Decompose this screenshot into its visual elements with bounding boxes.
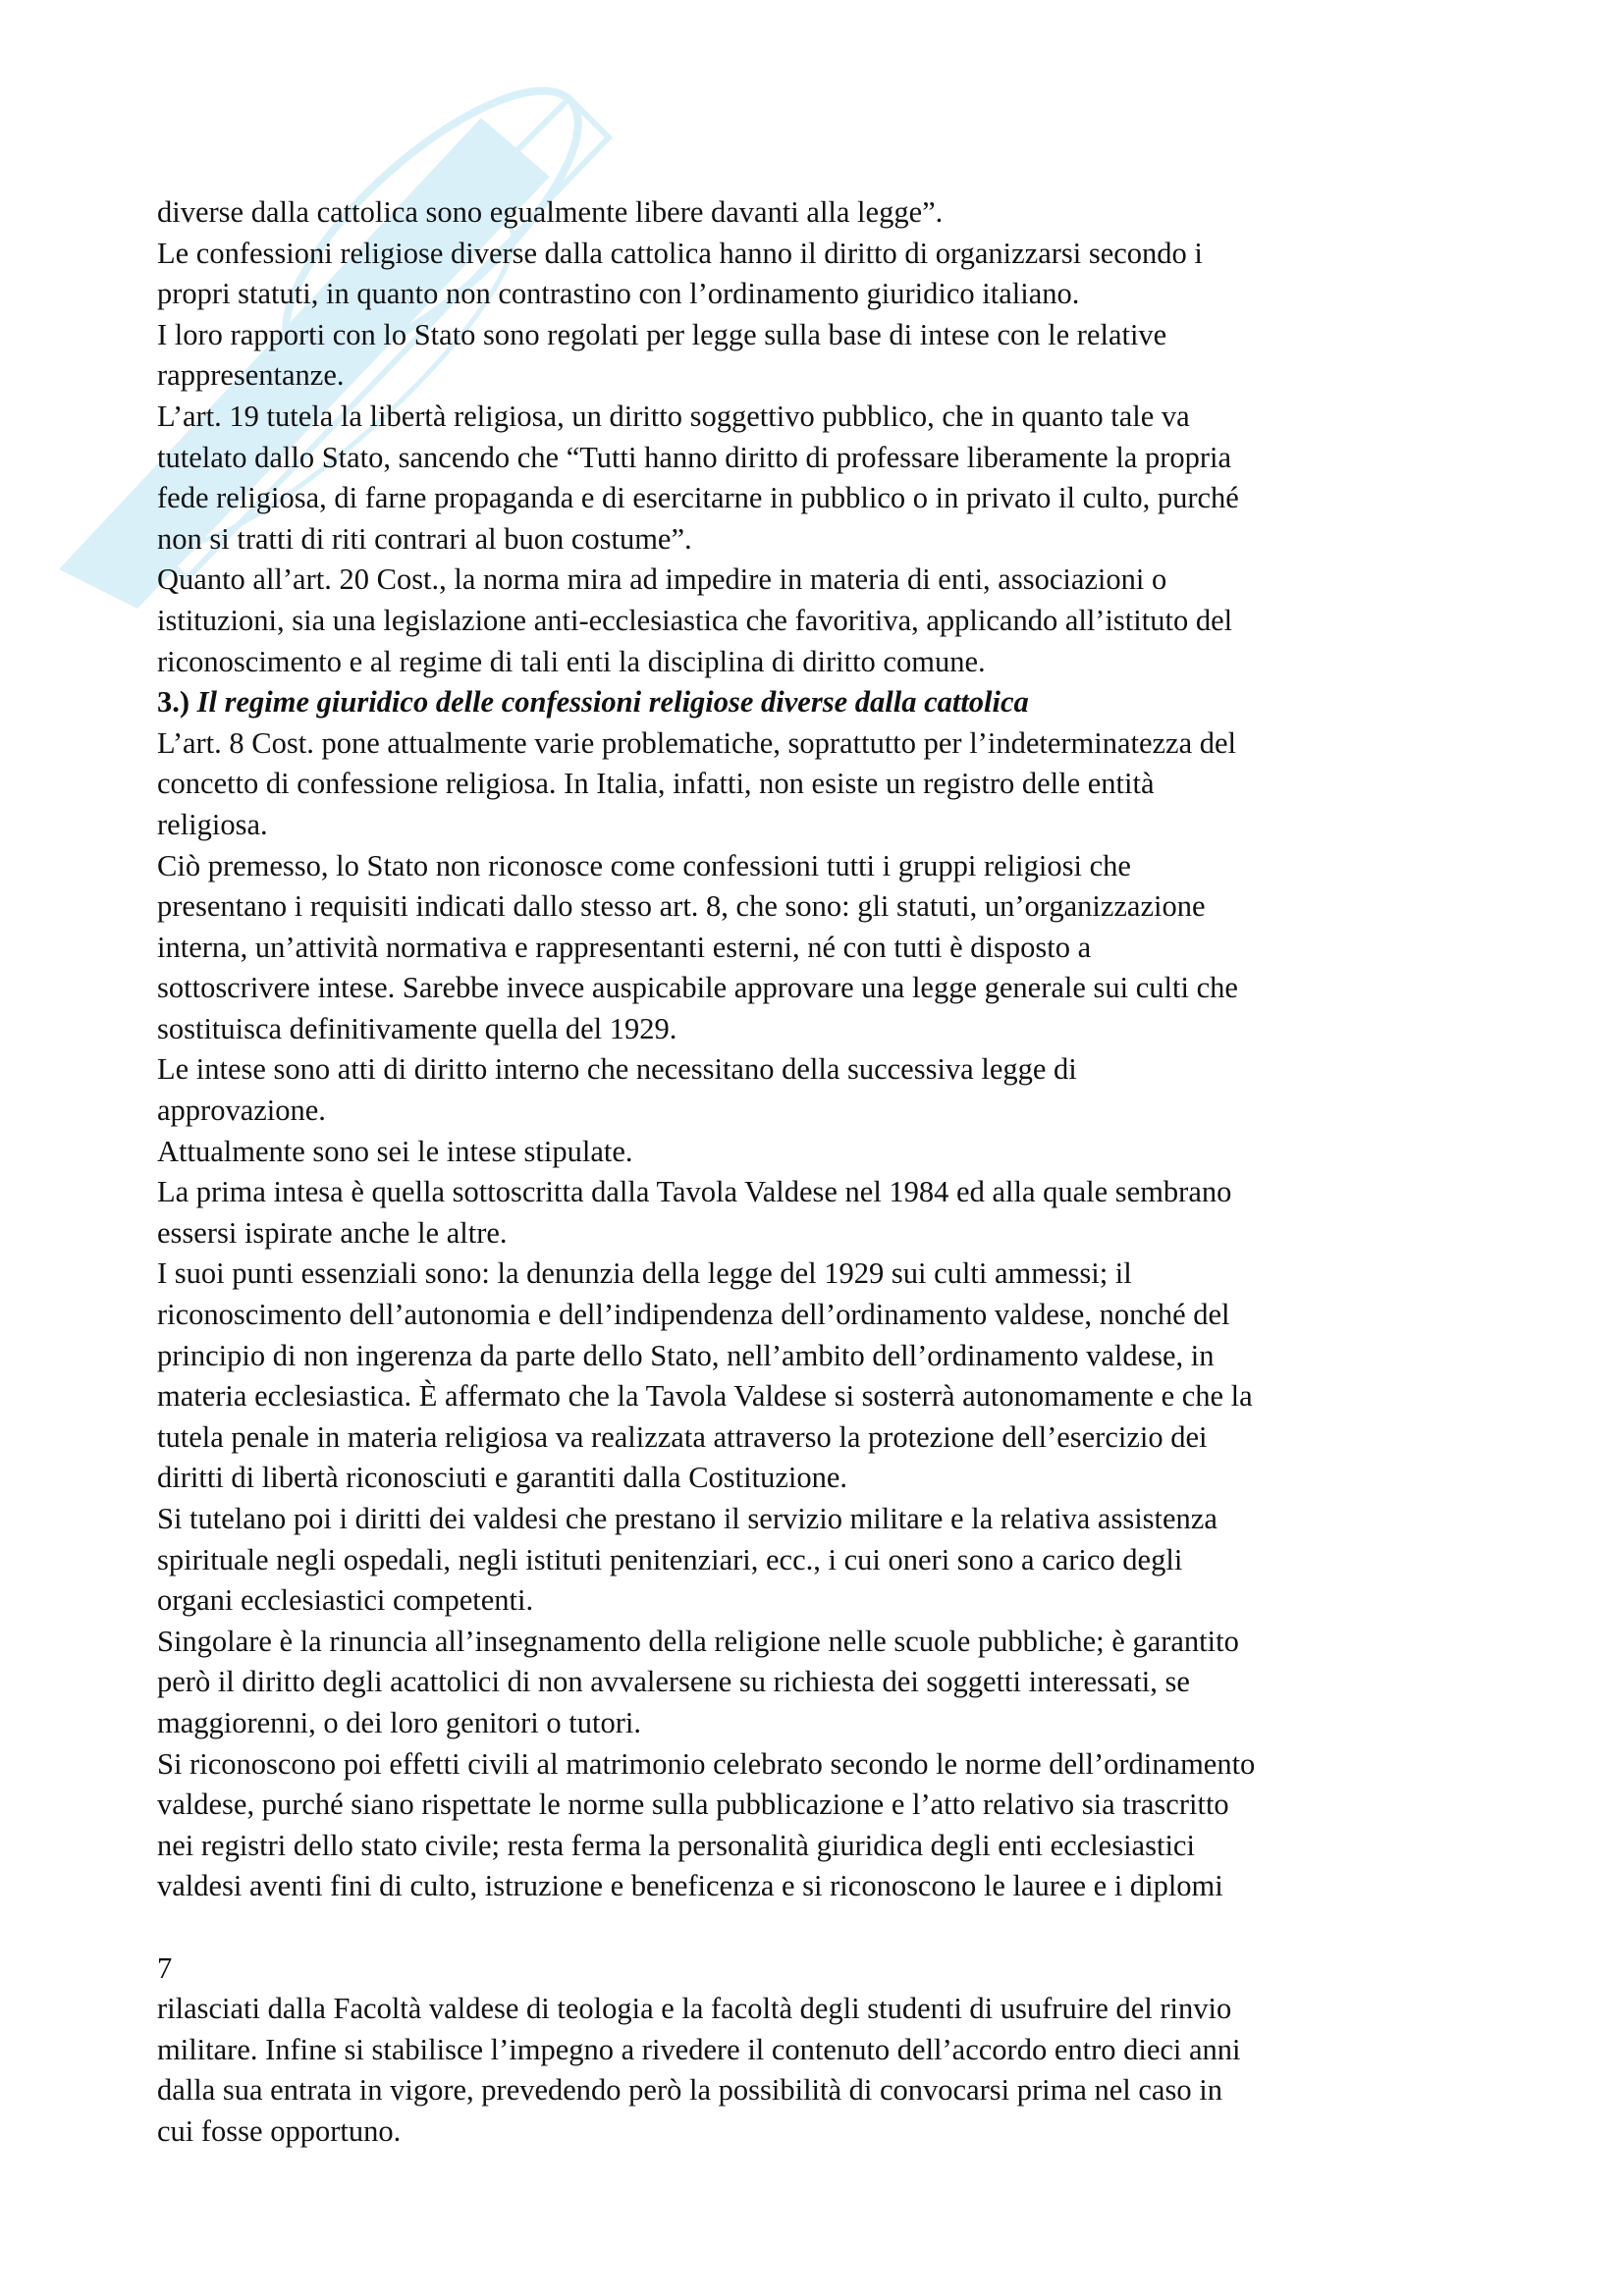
text-line: L’art. 19 tutela la libertà religiosa, un diritto soggettivo pubblico, che in quanto tale va: [157, 399, 1190, 433]
text-line: sottoscrivere intese. Sarebbe invece auspicabile approvare una legge generale sui culti che: [157, 971, 1238, 1005]
text-line: L’art. 8 Cost. pone attualmente varie problematiche, soprattutto per l’indeterminatezza del: [157, 725, 1237, 760]
text-line: approvazione.: [157, 1094, 326, 1128]
text-line: I suoi punti essenziali sono: la denunzia della legge del 1929 sui culti ammessi; il: [157, 1256, 1132, 1291]
text-line: spirituale negli ospedali, negli istituti penitenziari, ecc., i cui oneri sono a carico degli: [157, 1542, 1183, 1576]
text-line: tutelato dallo Stato, sancendo che “Tutti hanno diritto di professare liberamente la propria: [157, 440, 1232, 474]
text-line: valdesi aventi fini di culto, istruzione e beneficenza e si riconoscono le lauree e i diplomi: [157, 1869, 1223, 1903]
text-line: non si tratti di riti contrari al buon costume”.: [157, 521, 692, 556]
section-heading-title: Il regime giuridico delle confessioni religiose diverse dalla cattolica: [196, 685, 1029, 720]
text-line: Attualmente sono sei le intese stipulate.: [157, 1134, 633, 1168]
text-line: diritti di libertà riconosciuti e garantiti dalla Costituzione.: [157, 1461, 848, 1495]
text-line: materia ecclesiastica. È affermato che la Tavola Valdese si sosterrà autonomamente e che la: [157, 1379, 1253, 1414]
text-line: Si riconoscono poi effetti civili al matrimonio celebrato secondo le norme dell’ordinamento: [157, 1746, 1256, 1781]
text-line: Le intese sono atti di diritto interno che necessitano della successiva legge di: [157, 1052, 1077, 1087]
text-line: presentano i requisiti indicati dallo stesso art. 8, che sono: gli statuti, un’organizzazione: [157, 889, 1206, 924]
text-line: nei registri dello stato civile; resta ferma la personalità giuridica degli enti ecclesiastici: [157, 1828, 1195, 1862]
text-line: Quanto all’art. 20 Cost., la norma mira ad impedire in materia di enti, associazioni o: [157, 562, 1167, 597]
text-line: concetto di confessione religiosa. In Italia, infatti, non esiste un registro delle entità: [157, 767, 1155, 801]
text-line: Singolare è la rinuncia all’insegnamento della religione nelle scuole pubbliche; è garantito: [157, 1624, 1239, 1658]
text-line: essersi ispirate anche le altre.: [157, 1215, 508, 1250]
text-line: però il diritto degli acattolici di non avvalersene su richiesta dei soggetti interessati, se: [157, 1665, 1190, 1699]
text-line: principio di non ingerenza da parte dello Stato, nell’ambito dell’ordinamento valdese, in: [157, 1338, 1215, 1372]
text-line: dalla sua entrata in vigore, prevedendo però la possibilità di convocarsi prima nel caso in: [157, 2073, 1222, 2108]
text-line: rilasciati dalla Facoltà valdese di teologia e la facoltà degli studenti di usufruire del rinvio: [157, 1992, 1232, 2026]
text-line: riconoscimento e al regime di tali enti la disciplina di diritto comune.: [157, 644, 986, 678]
section-heading-number: 3.): [157, 685, 190, 720]
text-line: tutela penale in materia religiosa va realizzata attraverso la protezione dell’esercizio dei: [157, 1419, 1208, 1454]
text-line: organi ecclesiastici competenti.: [157, 1583, 534, 1618]
text-line: maggiorenni, o dei loro genitori o tutori.: [157, 1705, 641, 1739]
text-line: La prima intesa è quella sottoscritta dalla Tavola Valdese nel 1984 ed alla quale sembrano: [157, 1175, 1232, 1209]
text-line: istituzioni, sia una legislazione anti-ecclesiastica che favoritiva, applicando all’istituto del: [157, 603, 1233, 637]
text-line: Ciò premesso, lo Stato non riconosce come confessioni tutti i gruppi religiosi che: [157, 848, 1131, 882]
text-line: militare. Infine si stabilisce l’impegno a rivedere il contenuto dell’accordo entro dieci anni: [157, 2032, 1241, 2066]
text-line: religiosa.: [157, 807, 268, 841]
text-line: fede religiosa, di farne propaganda e di esercitarne in pubblico o in privato il culto, purché: [157, 481, 1239, 515]
section-heading: [157, 682, 1483, 723]
text-line: diverse dalla cattolica sono egualmente libere davanti alla legge”.: [157, 195, 944, 229]
text-line: Si tutelano poi i diritti dei valdesi che prestano il servizio militare e la relativa assistenza: [157, 1502, 1217, 1535]
text-line: cui fosse opportuno.: [157, 2113, 402, 2148]
page-number: 7: [157, 1950, 173, 1985]
text-line: interna, un’attività normativa e rappresentanti esterni, né con tutti è disposto a: [157, 930, 1092, 964]
text-line: I loro rapporti con lo Stato sono regolati per legge sulla base di intese con le relative: [157, 317, 1167, 351]
text-line: propri statuti, in quanto non contrastino con l’ordinamento giuridico italiano.: [157, 277, 1080, 311]
text-line: riconoscimento dell’autonomia e dell’indipendenza dell’ordinamento valdese, nonché del: [157, 1298, 1230, 1332]
text-line: Le confessioni religiose diverse dalla cattolica hanno il diritto di organizzarsi secondo i: [157, 236, 1203, 270]
text-line: valdese, purché siano rispettate le norme sulla pubblicazione e l’atto relativo sia trascritto: [157, 1788, 1229, 1822]
text-line: rappresentanze.: [157, 358, 345, 393]
document-body: [157, 192, 1483, 2153]
text-line: sostituisca definitivamente quella del 1929.: [157, 1011, 677, 1045]
